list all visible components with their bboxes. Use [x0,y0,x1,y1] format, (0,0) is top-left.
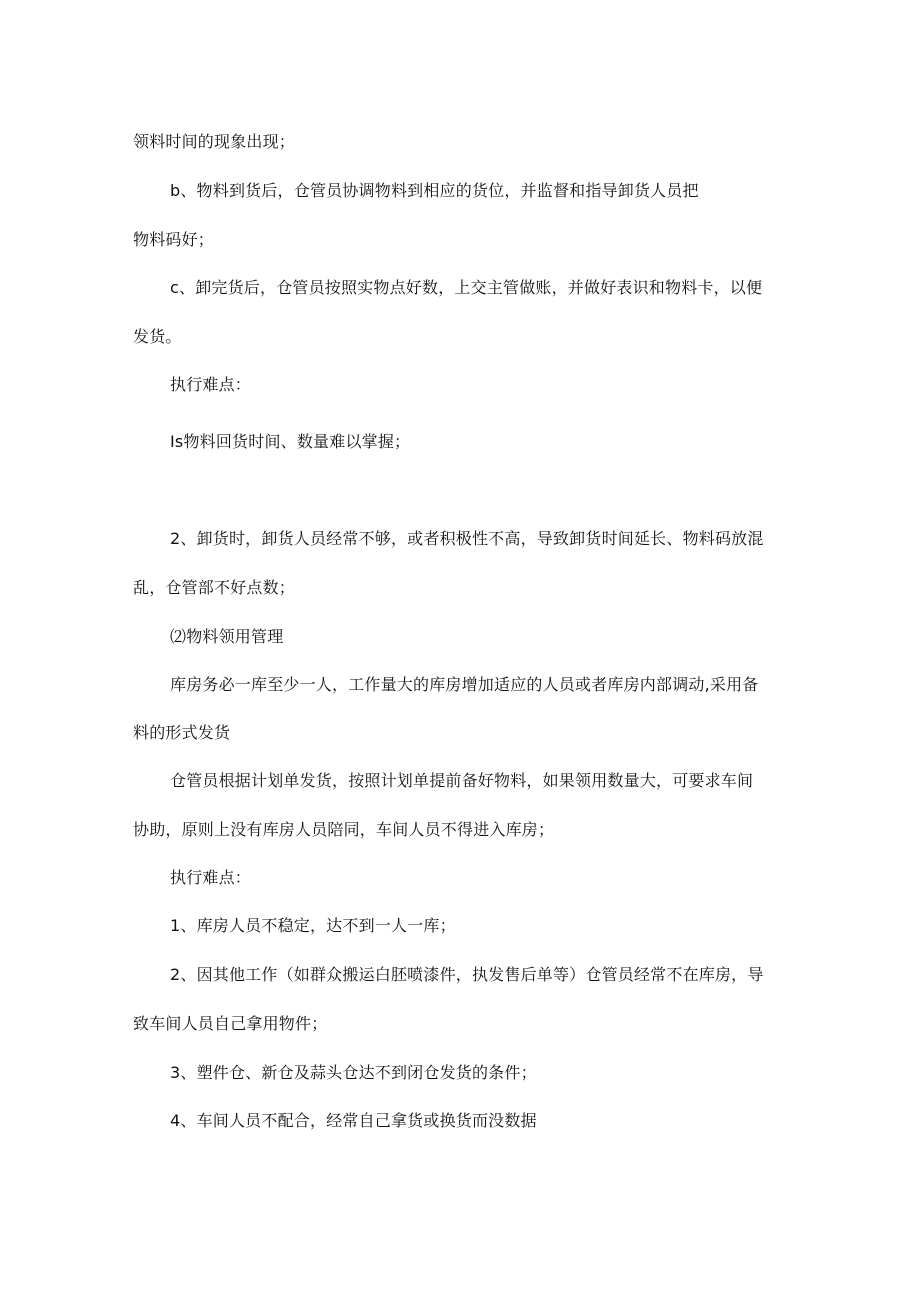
text-line: 料的形式发货 [133,723,231,742]
text-line: 库房务必一库至少一人，工作量大的库房增加适应的人员或者库房内部调动,采用备 [170,675,759,694]
text-line: 发货。 [133,327,182,346]
text-line: c、卸完货后，仓管员按照实物点好数，上交主管做账，并做好表识和物料卡，以便 [170,278,763,297]
text-line: 2、卸货时，卸货人员经常不够，或者积极性不高，导致卸货时间延长、物料码放混 [170,529,764,548]
text-line: 3、塑件仓、新仓及蒜头仓达不到闭仓发货的条件； [170,1063,537,1082]
text-line: 协助，原则上没有库房人员陪同，车间人员不得进入库房； [133,820,555,839]
text-line: 领料时间的现象出现； [133,132,296,151]
text-line: 1、库房人员不稳定，达不到一人一库； [170,916,456,935]
text-line: Is物料回货时间、数量难以掌握； [170,432,411,451]
text-line: 物料码好； [133,230,215,249]
text-line: 乱，仓管部不好点数； [133,578,296,597]
section-heading: 执行难点： [170,868,252,887]
section-heading: 执行难点： [170,375,252,394]
text-line: 仓管员根据计划单发货，按照计划单提前备好物料，如果领用数量大，可要求车间 [170,771,754,790]
text-line: 致车间人员自己拿用物件； [133,1014,328,1033]
text-line: b、物料到货后，仓管员协调物料到相应的货位，并监督和指导卸货人员把 [170,181,699,200]
text-line: 2、因其他工作（如群众搬运白胚喷漆件，执发售后单等）仓管员经常不在库房，导 [170,965,764,984]
section-heading: ⑵物料领用管理 [170,627,284,646]
text-line: 4、车间人员不配合，经常自己拿货或换货而没数据 [170,1111,537,1130]
